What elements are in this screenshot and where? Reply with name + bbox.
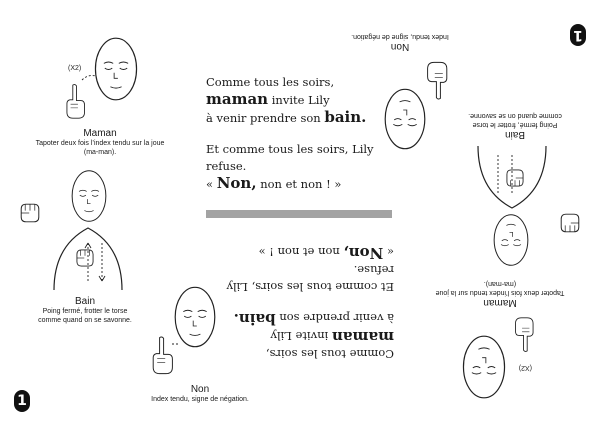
sign-desc-maman-1-upright: Tapoter deux fois l’index tendu sur la joue — [35, 140, 165, 147]
sign-desc-maman-2-upright: (ma-man). — [83, 149, 117, 156]
inv-story-non: Non, — [343, 244, 384, 262]
sign-desc-non-upright: Index tendu, signe de négation. — [151, 396, 249, 403]
story-non-upright: Non, — [216, 174, 257, 192]
sign-name-bain: Bain — [74, 296, 95, 307]
inv-repeat-mark: (X2) — [518, 364, 532, 371]
inv-sign-desc-maman-2: (ma-man). — [483, 280, 517, 287]
inv-story-maman: maman — [331, 328, 394, 346]
inv-story-line-3: à venir prendre son — [275, 311, 394, 325]
sign-desc-bain-1: Poing fermé, frotter le torse — [42, 308, 128, 315]
inv-sign-name-bain: Bain — [505, 129, 526, 140]
inv-page-number: 1 — [570, 24, 586, 46]
story-line-5-upright: non et non ! » — [256, 177, 342, 191]
inv-non-sign-illustration — [370, 56, 450, 156]
story-line-3-upright: à venir prendre son — [206, 111, 325, 125]
story-bain-upright: bain. — [324, 108, 367, 126]
inv-story-bain: bain. — [233, 310, 276, 328]
sign-name-non-upright: Non — [190, 384, 210, 395]
story-maman-upright: maman — [206, 90, 269, 108]
repeat-mark: (X2) — [68, 65, 82, 72]
inv-caption-bain — [440, 111, 590, 140]
story-line-1-upright: Comme tous les soirs, — [206, 75, 335, 89]
quote-open-upright: « — [206, 177, 217, 191]
inv-story-line-2: invite Lily — [270, 329, 332, 343]
inv-caption-non — [320, 32, 480, 52]
inv-story-line-5: non et non ! » — [258, 245, 344, 259]
inv-sign-desc-maman-1: Tapoter deux fois l’index tendu sur la joue — [435, 289, 565, 296]
inv-caption-maman — [420, 279, 580, 308]
story-text-inverted-copy — [194, 229, 394, 362]
inv-story-line-4: Et comme tous les soirs, Lily refuse. — [226, 263, 394, 294]
story-line-2-upright: invite Lily — [268, 93, 330, 107]
inv-sign-name-maman: Maman — [483, 297, 517, 308]
inv-maman-sign-illustration — [448, 306, 538, 406]
inv-sign-name-non: Non — [390, 41, 410, 52]
sign-desc-bain-2: comme quand on se savonne. — [38, 317, 132, 324]
inv-sign-desc-non: Index tendu, signe de négation. — [351, 33, 449, 40]
inv-bain-sign-illustration — [452, 146, 582, 271]
story-line-4-upright: Et comme tous les soirs, Lily refuse. — [206, 142, 374, 173]
inv-quote-open: « — [383, 245, 394, 259]
inv-sign-desc-bain-2: comme quand on se savonne. — [468, 112, 562, 119]
inv-story-line-1: Comme tous les soirs, — [265, 347, 394, 361]
inv-sign-desc-bain-1: Poing fermé, frotter le torse — [472, 121, 558, 128]
sign-name-maman-upright: Maman — [83, 128, 117, 139]
page-number: 1 — [14, 390, 30, 412]
